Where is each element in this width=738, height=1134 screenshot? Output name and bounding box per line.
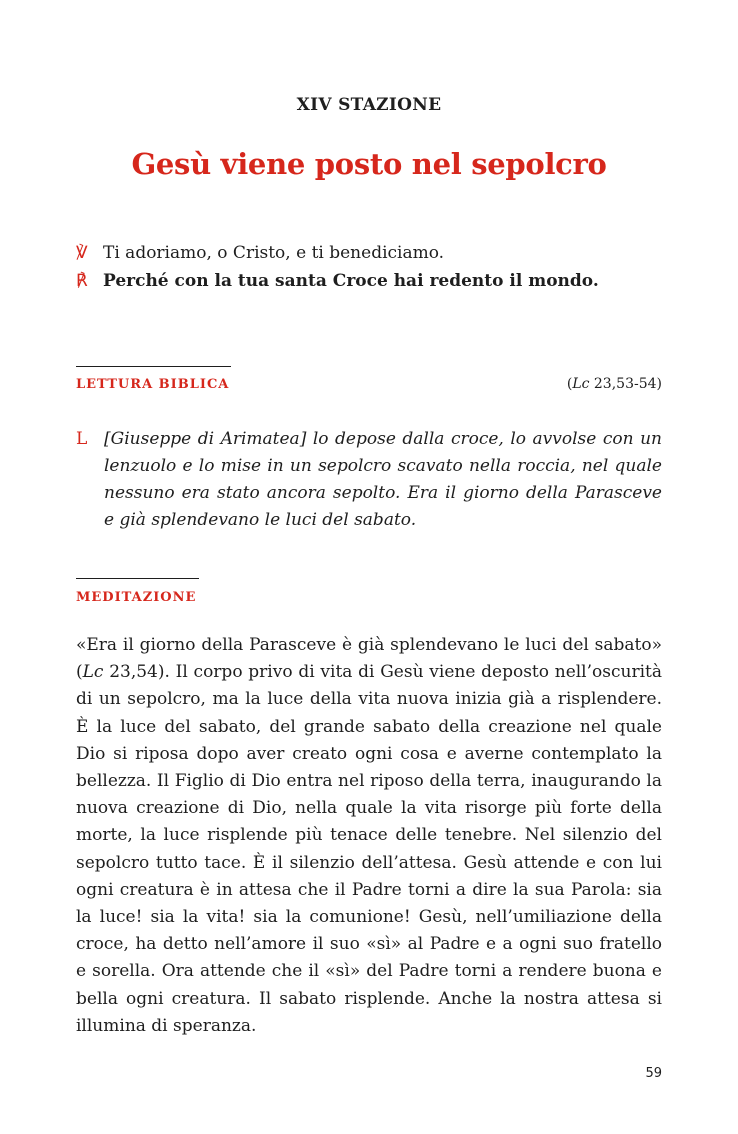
- meditation-text: [76, 632, 662, 1040]
- reading-reference: [567, 376, 662, 392]
- versicle-row: [76, 243, 444, 263]
- reading-ref-open: (: [566, 376, 573, 392]
- meditation-body: Il corpo privo di vita di Gesù viene deposto nell’oscurità di un sepolcro, ma la luce della vita nuova inizia già a risplendere. È la luce del sabato, del grande sabato della creazione nel quale Dio si riposa dopo aver creato ogni cosa e averne contemplato la bellezza. Il Figlio di Dio entra nel riposo della terra, inaugurando la nuova creazione di Dio, nella quale la vita risorge più forte della morte, la luce risplende più tenace delle tenebre. Nel silenzio del sepolcro tutto tace. È il silenzio dell’attesa. Gesù attende e con lui ogni creatura è in attesa che il Padre torni a dire la sua Parola: sia la luce! sia la vita! sia la comunione! Gesù, nell’umiliazione della croce, ha detto nell’amore il suo «sì» al Padre e a ogni suo fratello e sorella. Ora attende che il «sì» del Padre torni a rendere buona e bella ogni creatura. Il sabato risplende. Anche la nostra attesa si illumina di speranza.: [76, 662, 662, 1036]
- response-text: Perché con la tua santa Croce hai redento il mondo.: [103, 271, 599, 291]
- meditation-ref-rest: 23,54).: [103, 662, 170, 683]
- page-number: 59: [645, 1066, 662, 1081]
- page-title: Gesù viene posto nel sepolcro: [131, 147, 607, 181]
- reading-block: [76, 426, 662, 534]
- reading-divider: [76, 366, 231, 367]
- reading-ref-book: Lc: [572, 376, 590, 392]
- reading-text: [Giuseppe di Arimatea] lo depose dalla croce, lo avvolse con un lenzuolo e lo mise in un sepolcro scavato nella roccia, nel quale nessuno era stato ancora sepolto. Era il giorno della Parasceve e già splendevano le luci del sabato.: [104, 429, 662, 530]
- meditation-ref-open: (: [76, 662, 83, 683]
- response-row: [76, 271, 599, 291]
- station-number: XIV STAZIONE: [296, 95, 442, 115]
- meditation-ref-book: Lc: [82, 662, 104, 683]
- meditation-heading: MEDITAZIONE: [76, 590, 197, 605]
- reading-heading: LETTURA BIBLICA: [76, 377, 230, 392]
- reader-marker: L: [76, 429, 88, 449]
- meditation-quote: «Era il giorno della Parasceve è già splendevano le luci del sabato»: [76, 635, 662, 655]
- versicle-symbol: ℣: [76, 243, 88, 263]
- meditation-divider: [76, 578, 199, 579]
- reading-ref-rest: 23,53-54): [589, 376, 662, 392]
- versicle-text: Ti adoriamo, o Cristo, e ti benediciamo.: [103, 243, 445, 263]
- response-symbol: ℟: [76, 271, 88, 291]
